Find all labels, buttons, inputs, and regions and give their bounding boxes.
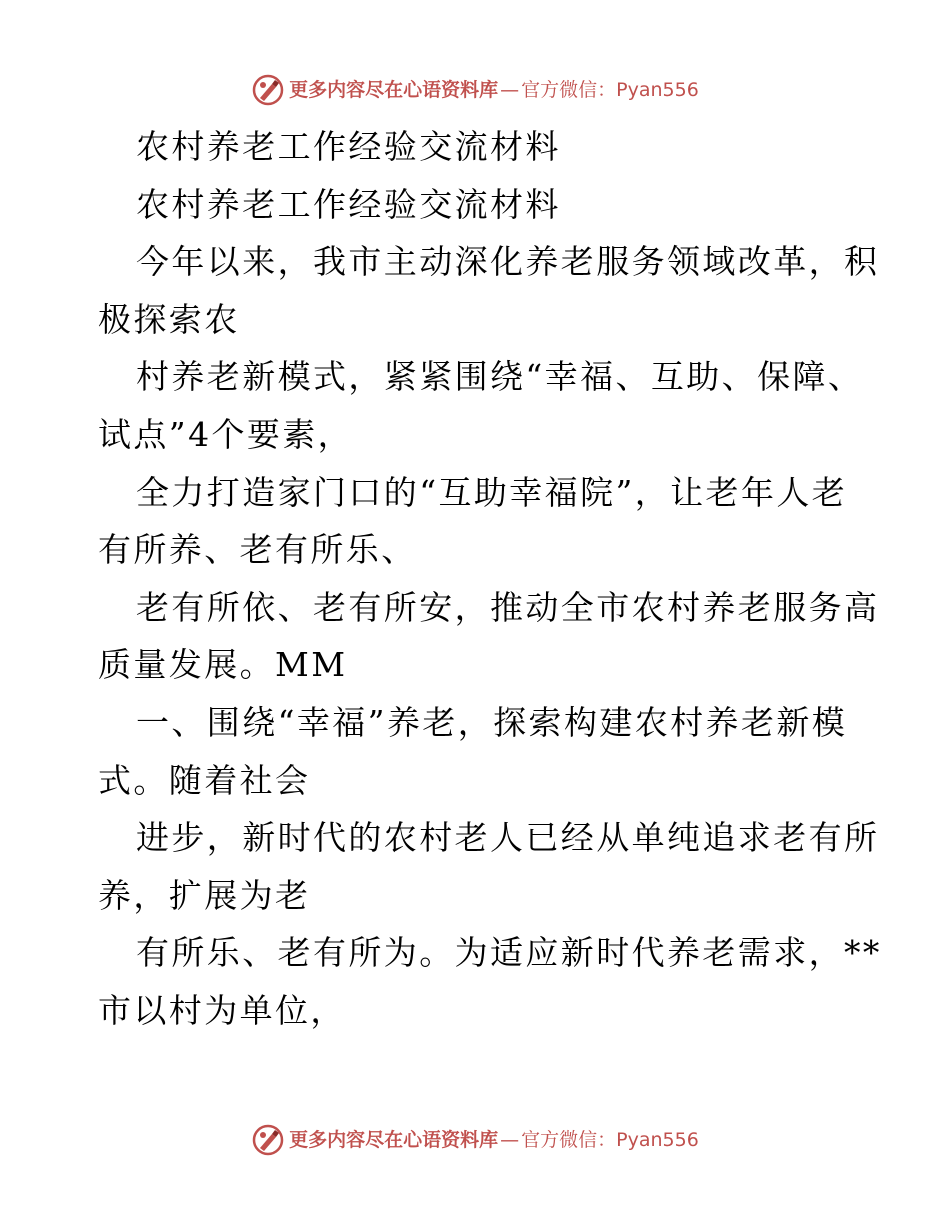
paragraph-line: 村养老新模式，紧紧围绕“幸福、互助、保障、 [136,357,864,397]
paragraph-line: 市以村为单位， [98,990,346,1030]
banner-separator: — [500,1129,520,1151]
banner-brand-text: 更多内容尽在心语资料库 [289,1129,499,1151]
header-banner [0,70,950,110]
paragraph-line: 今年以来，我市主动深化养老服务领域改革，积 [136,242,880,282]
paragraph-line: 全力打造家门口的“互助幸福院”，让老年人老 [136,472,848,512]
banner-wechat-text: 官方微信：Pyan556 [521,79,699,101]
paragraph-line: 有所乐、老有所为。为适应新时代养老需求，** [136,933,882,973]
paragraph-line: 式。随着社会 [98,760,311,800]
banner-wechat-text: 官方微信：Pyan556 [521,1129,699,1151]
paragraph-line: 极探索农 [98,299,240,339]
doc-title: 农村养老工作经验交流材料 [136,127,561,166]
section-heading-line: 一、围绕“幸福”养老，探索构建农村养老新模 [136,702,848,742]
banner-separator: — [500,79,520,101]
paragraph-line: 进步，新时代的农村老人已经从单纯追求老有所 [136,818,880,858]
paragraph-line: 质量发展。MM [98,645,348,685]
paragraph-line: 养，扩展为老 [98,875,311,915]
banner-brand-text: 更多内容尽在心语资料库 [289,79,499,101]
pen-logo-icon [251,1123,285,1157]
paragraph-line: 老有所依、老有所安，推动全市农村养老服务高 [136,587,880,627]
doc-subtitle: 农村养老工作经验交流材料 [136,184,561,224]
footer-banner [0,1120,950,1160]
paragraph-line: 有所养、老有所乐、 [98,530,417,570]
document-body [98,118,882,1040]
pen-logo-icon [251,73,285,107]
paragraph-line: 试点”4个要素， [98,414,354,454]
